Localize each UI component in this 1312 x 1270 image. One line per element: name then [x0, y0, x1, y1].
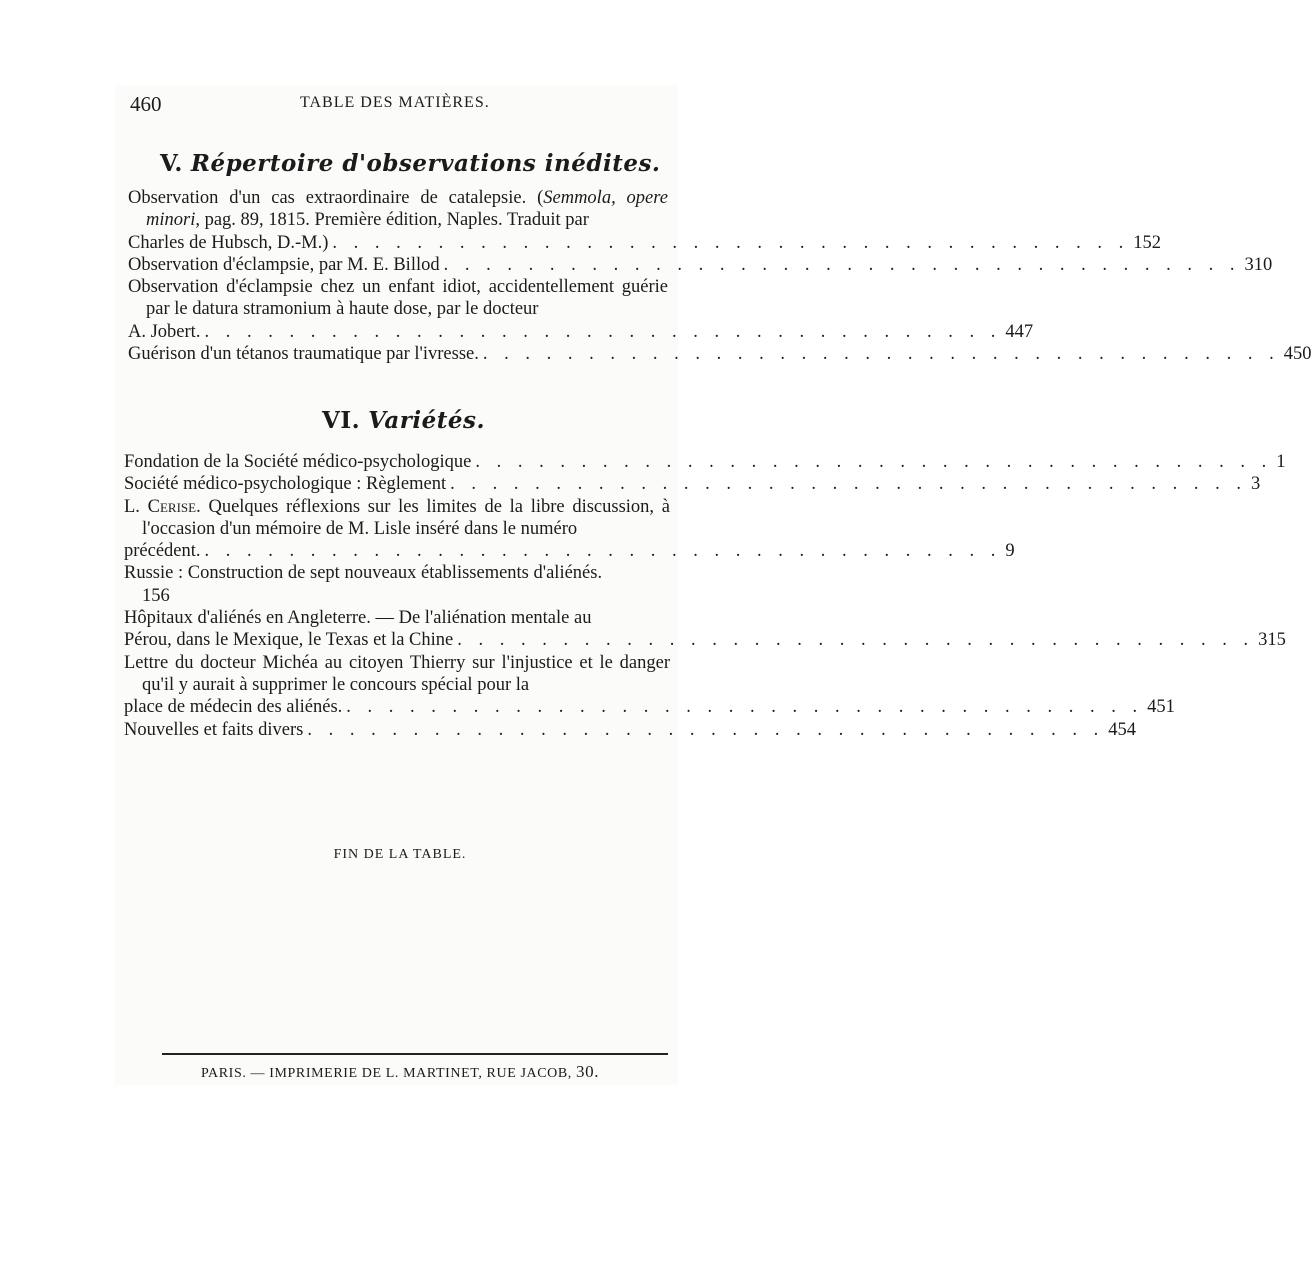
leader-dots: . . . . . . . . . . . . . . . . . . . . . . . . . . . . . . . . . . . . . . [475, 452, 1273, 472]
entry-text-last: Nouvelles et faits divers [124, 719, 304, 740]
toc-entry [128, 276, 1034, 343]
entry-page: 315 [1258, 630, 1286, 651]
section-numeral: V. [160, 150, 183, 177]
toc-entry [124, 451, 1286, 473]
running-title: TABLE DES MATIÈRES. [300, 94, 490, 111]
entry-text-last: précédent. [124, 541, 201, 562]
leader-dots: . . . . . . . . . . . . . . . . . . . . . . . . . . . . . . . . . . . . . . [482, 344, 1280, 365]
section-entries [124, 451, 1286, 741]
entry-text-last: Guérison d'un tétanos traumatique par l'ivresse. [128, 344, 479, 365]
toc-entry [124, 473, 1261, 495]
entry-text: Lettre du docteur Michéa au citoyen Thierry sur l'injustice et le danger qu'il y aurait à supprimer le concours spécial pour la [124, 652, 670, 695]
entry-page: 156 [142, 585, 170, 606]
imprint-number: 30. [576, 1062, 600, 1081]
section-heading: Variétés. [368, 407, 485, 434]
entry-text-last: place de médecin des aliénés. [124, 697, 343, 718]
entry-page: 152 [1133, 232, 1161, 253]
entry-text: Quelques réflexions sur les limites de la libre discussion, à l'occasion d'un mémoire de M. Lisle inséré dans le numéro [142, 496, 670, 539]
entry-text-last: Fondation de la Société médico-psychologique [124, 452, 472, 472]
leader-dots: . . . . . . . . . . . . . . . . . . . . . . . . . . . . . . . . . . . . . . [346, 697, 1144, 718]
entry-text: Observation d'éclampsie chez un enfant idiot, accidentellement guérie par le datura stramonium à haute dose, par le docteur [128, 277, 668, 320]
entry-page: 454 [1108, 719, 1136, 740]
toc-entry [124, 562, 670, 607]
page-header [130, 92, 670, 118]
toc-entry [124, 607, 1286, 652]
entry-page: 447 [1005, 321, 1034, 342]
entry-page: 3 [1251, 474, 1261, 495]
entry-text-last: Charles de Hubsch, D.-M.) [128, 232, 329, 253]
entry-page: 310 [1244, 254, 1273, 275]
leader-dots: . . . . . . . . . . . . . . . . . . . . . . . . . . . . . . . . . . . . . . [204, 541, 1002, 562]
section-title [322, 407, 485, 434]
toc-entry [128, 254, 1273, 276]
entry-page: 451 [1147, 697, 1175, 718]
entry-text-last: Pérou, dans le Mexique, le Texas et la Chine [124, 630, 454, 651]
entry-page: 9 [1005, 541, 1015, 562]
toc-entry [124, 496, 1015, 563]
entry-page: 1 [1276, 452, 1286, 472]
entry-text: Russie : Construction de sept nouveaux établissements d'aliénés. [124, 563, 603, 584]
end-of-table: FIN DE LA TABLE. [333, 847, 467, 862]
section-title [160, 150, 660, 177]
leader-dots: . . . . . . . . . . . . . . . . . . . . . . . . . . . . . . . . . . . . . . [204, 321, 1002, 342]
entry-source: Semmola, opere minori [146, 188, 668, 231]
section-heading: Répertoire d'observations inédites. [190, 150, 661, 177]
entry-text-last: Société médico-psychologique : Règlement [124, 474, 447, 495]
page-number: 460 [130, 92, 162, 116]
toc-entry [128, 343, 1312, 365]
leader-dots: . . . . . . . . . . . . . . . . . . . . . . . . . . . . . . . . . . . . . . [457, 630, 1255, 651]
leader-dots: . . . . . . . . . . . . . . . . . . . . . . . . . . . . . . . . . . . . . . [443, 254, 1241, 275]
entry-page: 450 [1283, 344, 1312, 365]
leader-dots: . . . . . . . . . . . . . . . . . . . . . . . . . . . . . . . . . . . . . . [332, 232, 1130, 253]
entry-text: Observation d'un cas extraordinaire de catalepsie. ( [128, 188, 544, 208]
footer-rule [162, 1053, 668, 1055]
entry-text-last: A. Jobert. [128, 321, 201, 342]
imprint-text: PARIS. — IMPRIMERIE DE L. MARTINET, RUE JACOB, [200, 1066, 572, 1081]
toc-entry [124, 652, 1175, 719]
section-numeral: VI. [322, 407, 361, 434]
section-entries [128, 187, 1312, 365]
entry-author: L. Cerise. [124, 496, 201, 517]
printer-imprint [0, 1062, 800, 1082]
toc-entry [124, 719, 1136, 741]
leader-dots: . . . . . . . . . . . . . . . . . . . . . . . . . . . . . . . . . . . . . . [450, 474, 1247, 495]
toc-entry [128, 187, 1161, 254]
entry-text: Hôpitaux d'aliénés en Angleterre. — De l'aliénation mentale au [124, 608, 592, 629]
leader-dots: . . . . . . . . . . . . . . . . . . . . . . . . . . . . . . . . . . . . . . [307, 719, 1105, 740]
entry-text-last: Observation d'éclampsie, par M. E. Billod [128, 254, 440, 275]
entry-text-cont: , pag. 89, 1815. Première édition, Naples. Traduit par [195, 210, 589, 231]
